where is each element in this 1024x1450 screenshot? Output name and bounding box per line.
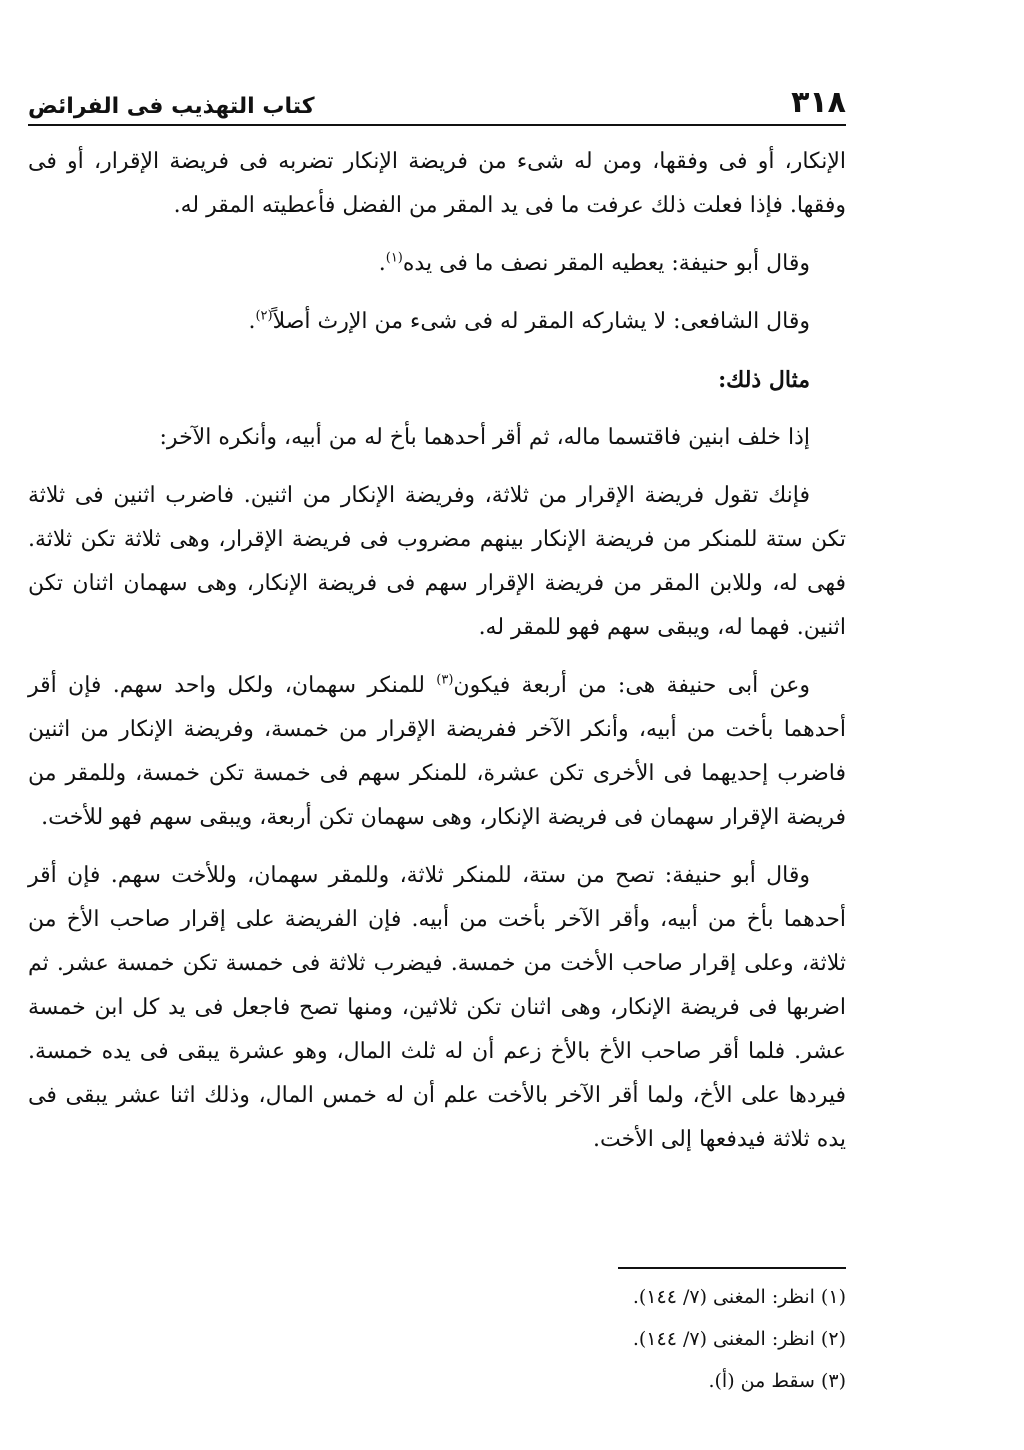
paragraph-7: وقال أبو حنيفة: تصح من ستة، للمنكر ثلاثة، وللمقر سهمان، وللأخت سهم. فإن أقر أحدهما بأخ من أبيه، وأقر الآخر بأخت من أبيه. فإن الفريضة على إقرار صاحب الأخ من ثلاثة، وعلى إقرار صاحب الأخت من خمسة. فيضرب ثلاثة فى خمسة تكن خمسة عشر. ثم اضربها فى فريضة الإنكار، وهى اثنان تكن ثلاثين، ومنها تصح فاجعل فى يد كل ابن خمسة عشر. فلما أقر صاحب الأخ بالأخ زعم أن له ثلث المال، وهو عشرة يبقى فى يده خمسة. فيردها على الأخ، ولما أقر الآخر بالأخت علم أن له خمس المال، وذلك اثنا عشر يبقى فى يده ثلاثة فيدفعها إلى الأخت. [28, 863, 846, 1152]
paragraph-6-text-a: وعن أبى حنيفة هى: من أربعة فيكون [453, 673, 810, 698]
paragraph-3-text: وقال الشافعى: لا يشاركه المقر له فى شىء من الإرث أصلاً [272, 309, 810, 334]
paragraph-3-end: . [248, 309, 256, 334]
paragraph-3 [28, 300, 846, 344]
example-heading: مثال ذلك: [718, 367, 810, 393]
paragraph-1: الإنكار، أو فى وفقها، ومن له شىء من فريضة الإنكار تضربه فى فريضة الإقرار، أو فى وفقها. فإذا فعلت ذلك عرفت ما فى يد المقر من الفضل فأعطيته المقر له. [28, 149, 846, 218]
footnote-3: (٣) سقط من (أ). [708, 1370, 846, 1392]
footnotes [28, 1276, 846, 1402]
running-header [28, 85, 846, 126]
footnote-ref-1: (١) [385, 250, 403, 266]
footnote-ref-2: (٢) [255, 308, 273, 324]
paragraph-6 [28, 664, 846, 840]
paragraph-2 [28, 242, 846, 286]
footnote-separator [618, 1267, 846, 1269]
main-text [28, 140, 846, 1176]
footnote-1: (١) انظر: المغنى (٧/ ١٤٤). [632, 1286, 846, 1308]
footnote-ref-3: (٣) [436, 672, 454, 688]
paragraph-5: فإنك تقول فريضة الإقرار من ثلاثة، وفريضة الإنكار من اثنين. فاضرب اثنين فى ثلاثة تكن ستة للمنكر من فريضة الإنكار بينهم مضروب فى فريضة الإقرار، وهى ثلاثة تكن ثلاثة. فهى له، وللابن المقر من فريضة الإقرار سهم فى فريضة الإنكار، وهى سهمان اثنان تكن اثنين. فهما له، ويبقى سهم فهو للمقر له. [28, 483, 846, 640]
paragraph-4: إذا خلف ابنين فاقتسما ماله، ثم أقر أحدهما بأخ له من أبيه، وأنكره الآخر: [159, 425, 810, 450]
paragraph-2-end: . [378, 251, 386, 276]
book-title: كتاب التهذيب فى الفرائض [28, 94, 315, 119]
paragraph-2-text: وقال أبو حنيفة: يعطيه المقر نصف ما فى يده [402, 251, 810, 276]
page-number: ٣١٨ [791, 85, 846, 120]
paragraph-6-text-b: للمنكر سهمان، ولكل واحد سهم. فإن أقر أحدهما بأخت من أبيه، وأنكر الآخر ففريضة الإقرار من خمسة، وفريضة الإنكار من اثنين فاضرب إحديهما فى الأخرى تكن عشرة، للمنكر سهم فى خمسة تكن خمسة، وللمقر من فريضة الإقرار سهمان فى فريضة الإنكار، وهى سهمان تكن أربعة، ويبقى سهم فهو للأخت. [28, 673, 846, 830]
footnote-2: (٢) انظر: المغنى (٧/ ١٤٤). [632, 1328, 846, 1350]
